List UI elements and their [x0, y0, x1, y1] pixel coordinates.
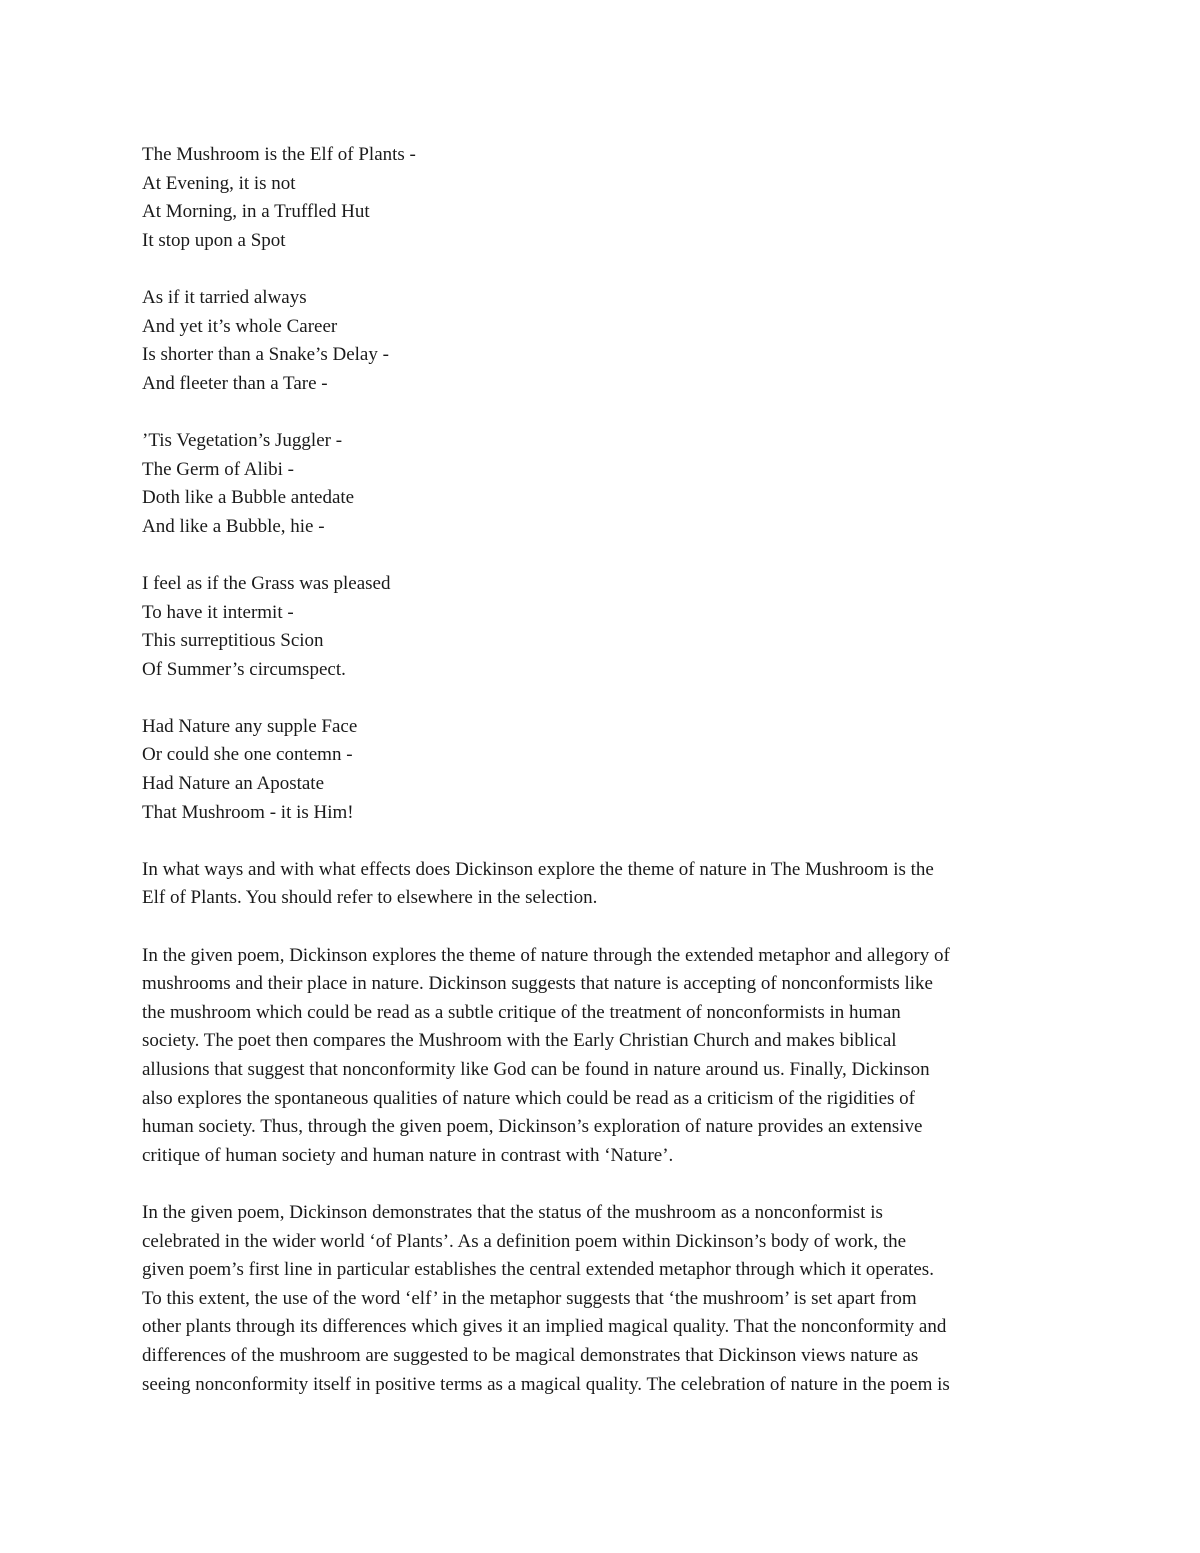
paragraph-line: In the given poem, Dickinson explores the theme of nature through the extended metaphor and allegory of [142, 944, 950, 966]
poem-line: ’Tis Vegetation’s Juggler - [142, 429, 343, 451]
paragraph-line: society. The poet then compares the Mushroom with the Early Christian Church and makes biblical [142, 1030, 897, 1052]
poem-line: Had Nature any supple Face [142, 715, 358, 737]
poem-line: Is shorter than a Snake’s Delay - [142, 344, 389, 366]
poem-line: That Mushroom - it is Him! [142, 801, 354, 823]
paragraph-line: allusions that suggest that nonconformity like God can be found in nature around us. Finally, Dickinson [142, 1059, 930, 1080]
poem-line: Of Summer’s circumspect. [142, 658, 346, 680]
paragraph-line: other plants through its differences which gives it an implied magical quality. That the nonconformity and [142, 1316, 947, 1338]
paragraph-break [142, 1170, 1062, 1199]
question-line: In what ways and with what effects does Dickinson explore the theme of nature in The Mushroom is the [142, 858, 934, 880]
essay-question [142, 856, 1062, 913]
question-line: Elf of Plants. You should refer to elsewhere in the selection. [142, 887, 598, 909]
paragraph-line: celebrated in the wider world ‘of Plants’. As a definition poem within Dickinson’s body of work, the [142, 1230, 907, 1252]
paragraph-line: seeing nonconformity itself in positive terms as a magical quality. The celebration of nature in the poem is [142, 1373, 950, 1395]
poem-line: Had Nature an Apostate [142, 773, 325, 795]
poem-line: Doth like a Bubble antedate [142, 487, 355, 509]
paragraph-line: human society. Thus, through the given poem, Dickinson’s exploration of nature provides an extensive [142, 1116, 923, 1138]
poem [142, 141, 1062, 827]
document-page [142, 141, 1062, 1399]
paragraph-break [142, 913, 1062, 942]
poem-line: The Germ of Alibi - [142, 458, 294, 480]
poem-line: It stop upon a Spot [142, 229, 286, 251]
poem-stanza-4 [142, 570, 1062, 684]
paragraph-line: given poem’s first line in particular establishes the central extended metaphor through which it operates. [142, 1259, 934, 1281]
stanza-break [142, 398, 1062, 427]
poem-line: Or could she one contemn - [142, 744, 353, 766]
paragraph-line: also explores the spontaneous qualities of nature which could be read as a criticism of the rigidities of [142, 1087, 915, 1109]
stanza-break [142, 684, 1062, 713]
poem-line: At Evening, it is not [142, 172, 296, 194]
paragraph-line: the mushroom which could be read as a subtle critique of the treatment of nonconformists in human [142, 1001, 901, 1023]
section-break [142, 827, 1062, 856]
poem-stanza-1 [142, 141, 1062, 255]
paragraph-line: mushrooms and their place in nature. Dickinson suggests that nature is accepting of nonconformists like [142, 973, 933, 995]
stanza-break [142, 255, 1062, 284]
poem-line: And yet it’s whole Career [142, 315, 338, 337]
poem-line: This surreptitious Scion [142, 630, 324, 652]
poem-line: As if it tarried always [142, 286, 307, 308]
paragraph-line: In the given poem, Dickinson demonstrates that the status of the mushroom as a nonconformist is [142, 1201, 883, 1223]
poem-stanza-5 [142, 713, 1062, 827]
poem-line: At Morning, in a Truffled Hut [142, 201, 370, 223]
paragraph-line: critique of human society and human nature in contrast with ‘Nature’. [142, 1144, 674, 1166]
paragraph-line: differences of the mushroom are suggested to be magical demonstrates that Dickinson views nature as [142, 1344, 919, 1366]
essay-paragraph-1 [142, 942, 1062, 1171]
stanza-break [142, 541, 1062, 570]
poem-line: I feel as if the Grass was pleased [142, 572, 391, 594]
poem-line: And fleeter than a Tare - [142, 372, 328, 394]
paragraph-line: To this extent, the use of the word ‘elf’ in the metaphor suggests that ‘the mushroom’ is set apart from [142, 1287, 917, 1309]
poem-stanza-2 [142, 284, 1062, 398]
poem-line: To have it intermit - [142, 601, 294, 623]
poem-line: The Mushroom is the Elf of Plants - [142, 144, 416, 165]
poem-line: And like a Bubble, hie - [142, 515, 325, 537]
poem-stanza-3 [142, 427, 1062, 541]
essay-paragraph-2 [142, 1199, 1062, 1399]
